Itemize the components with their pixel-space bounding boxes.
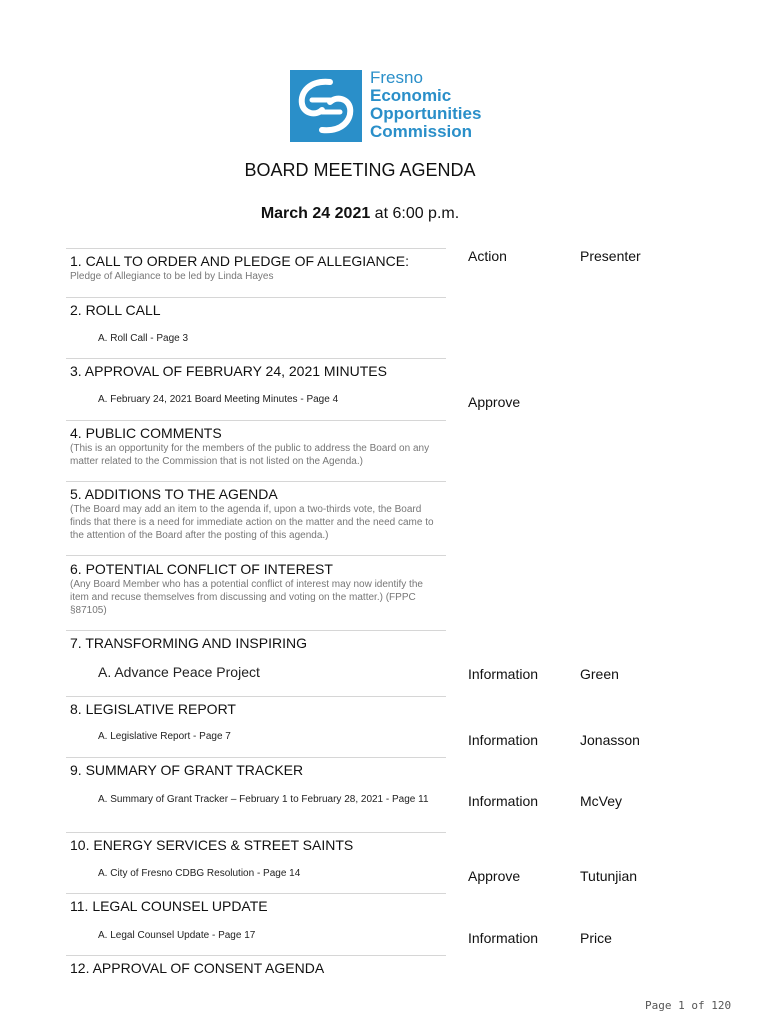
logo-line-4: Commission bbox=[370, 122, 473, 141]
logo-line-1: Fresno bbox=[370, 68, 423, 87]
section-11-item: A. Legal Counsel Update - Page 17 bbox=[98, 930, 256, 941]
meeting-date-bold: March 24 2021 bbox=[260, 205, 371, 222]
section-11-title: 11. LEGAL COUNSEL UPDATE bbox=[70, 898, 268, 914]
section-9-presenter: McVey bbox=[580, 793, 623, 809]
meeting-date-time: at 6:00 p.m. bbox=[370, 205, 460, 222]
section-3-action: Approve bbox=[468, 394, 521, 410]
page-title: BOARD MEETING AGENDA bbox=[244, 160, 476, 180]
section-5-desc: (The Board may add an item to the agenda if, upon a two-thirds vote, the Board finds that there is a need for immediate action on the matter and the need came to the attention of the Board after the posting of this agenda.) bbox=[70, 504, 434, 542]
divider bbox=[66, 630, 446, 631]
section-1-title: 1. CALL TO ORDER AND PLEDGE OF ALLEGIANCE: bbox=[70, 253, 409, 269]
divider bbox=[66, 555, 446, 556]
section-9-title: 9. SUMMARY OF GRANT TRACKER bbox=[70, 762, 304, 778]
section-8-action: Information bbox=[468, 732, 539, 748]
logo-mark-icon bbox=[290, 70, 362, 142]
section-10-item: A. City of Fresno CDBG Resolution - Page 14 bbox=[98, 868, 301, 879]
section-7-presenter: Green bbox=[580, 666, 619, 682]
divider bbox=[66, 358, 446, 359]
section-9-item: A. Summary of Grant Tracker – February 1 to February 28, 2021 - Page 11 bbox=[98, 794, 429, 805]
section-7-title: 7. TRANSFORMING AND INSPIRING bbox=[70, 635, 307, 651]
section-6-desc: (Any Board Member who has a potential conflict of interest may now identify the item and recuse themselves from discussing and voting on the matter.) (FPPC §87105) bbox=[70, 579, 423, 617]
section-8-item: A. Legislative Report - Page 7 bbox=[98, 731, 231, 742]
divider bbox=[66, 420, 446, 421]
logo-line-3: Opportunities bbox=[370, 104, 482, 123]
section-5-title: 5. ADDITIONS TO THE AGENDA bbox=[70, 486, 278, 502]
section-10-title: 10. ENERGY SERVICES & STREET SAINTS bbox=[70, 837, 354, 853]
action-column-header: Action bbox=[468, 248, 507, 264]
logo bbox=[290, 68, 510, 144]
section-10-action: Approve bbox=[468, 868, 521, 884]
section-9-action: Information bbox=[468, 793, 539, 809]
section-1-desc: Pledge of Allegiance to be led by Linda Hayes bbox=[70, 271, 274, 282]
divider bbox=[66, 696, 446, 697]
logo-text bbox=[370, 69, 481, 141]
section-4-title: 4. PUBLIC COMMENTS bbox=[70, 425, 222, 441]
section-7-action: Information bbox=[468, 666, 539, 682]
presenter-column-header: Presenter bbox=[580, 248, 641, 264]
section-12-title: 12. APPROVAL OF CONSENT AGENDA bbox=[70, 960, 325, 976]
page-number: Page 1 of 120 bbox=[645, 999, 732, 1012]
divider bbox=[66, 955, 446, 956]
divider bbox=[66, 297, 446, 298]
section-10-presenter: Tutunjian bbox=[580, 868, 638, 884]
divider bbox=[66, 248, 446, 249]
section-11-action: Information bbox=[468, 930, 539, 946]
section-8-presenter: Jonasson bbox=[580, 732, 640, 748]
section-2-item: A. Roll Call - Page 3 bbox=[98, 333, 189, 344]
section-8-title: 8. LEGISLATIVE REPORT bbox=[70, 701, 236, 717]
logo-line-2: Economic bbox=[370, 86, 452, 105]
section-7-item: A. Advance Peace Project bbox=[98, 664, 260, 680]
section-3-title: 3. APPROVAL OF FEBRUARY 24, 2021 MINUTES bbox=[70, 363, 387, 379]
divider bbox=[66, 481, 446, 482]
section-3-item: A. February 24, 2021 Board Meeting Minutes - Page 4 bbox=[98, 394, 339, 405]
divider bbox=[66, 893, 446, 894]
section-4-desc: (This is an opportunity for the members of the public to address the Board on any matter related to the Commission that is not listed on the Agenda.) bbox=[70, 443, 430, 468]
divider bbox=[66, 757, 446, 758]
section-11-presenter: Price bbox=[580, 930, 612, 946]
divider bbox=[66, 832, 446, 833]
meeting-date bbox=[0, 205, 720, 223]
section-2-title: 2. ROLL CALL bbox=[70, 302, 161, 318]
section-6-title: 6. POTENTIAL CONFLICT OF INTEREST bbox=[70, 561, 333, 577]
